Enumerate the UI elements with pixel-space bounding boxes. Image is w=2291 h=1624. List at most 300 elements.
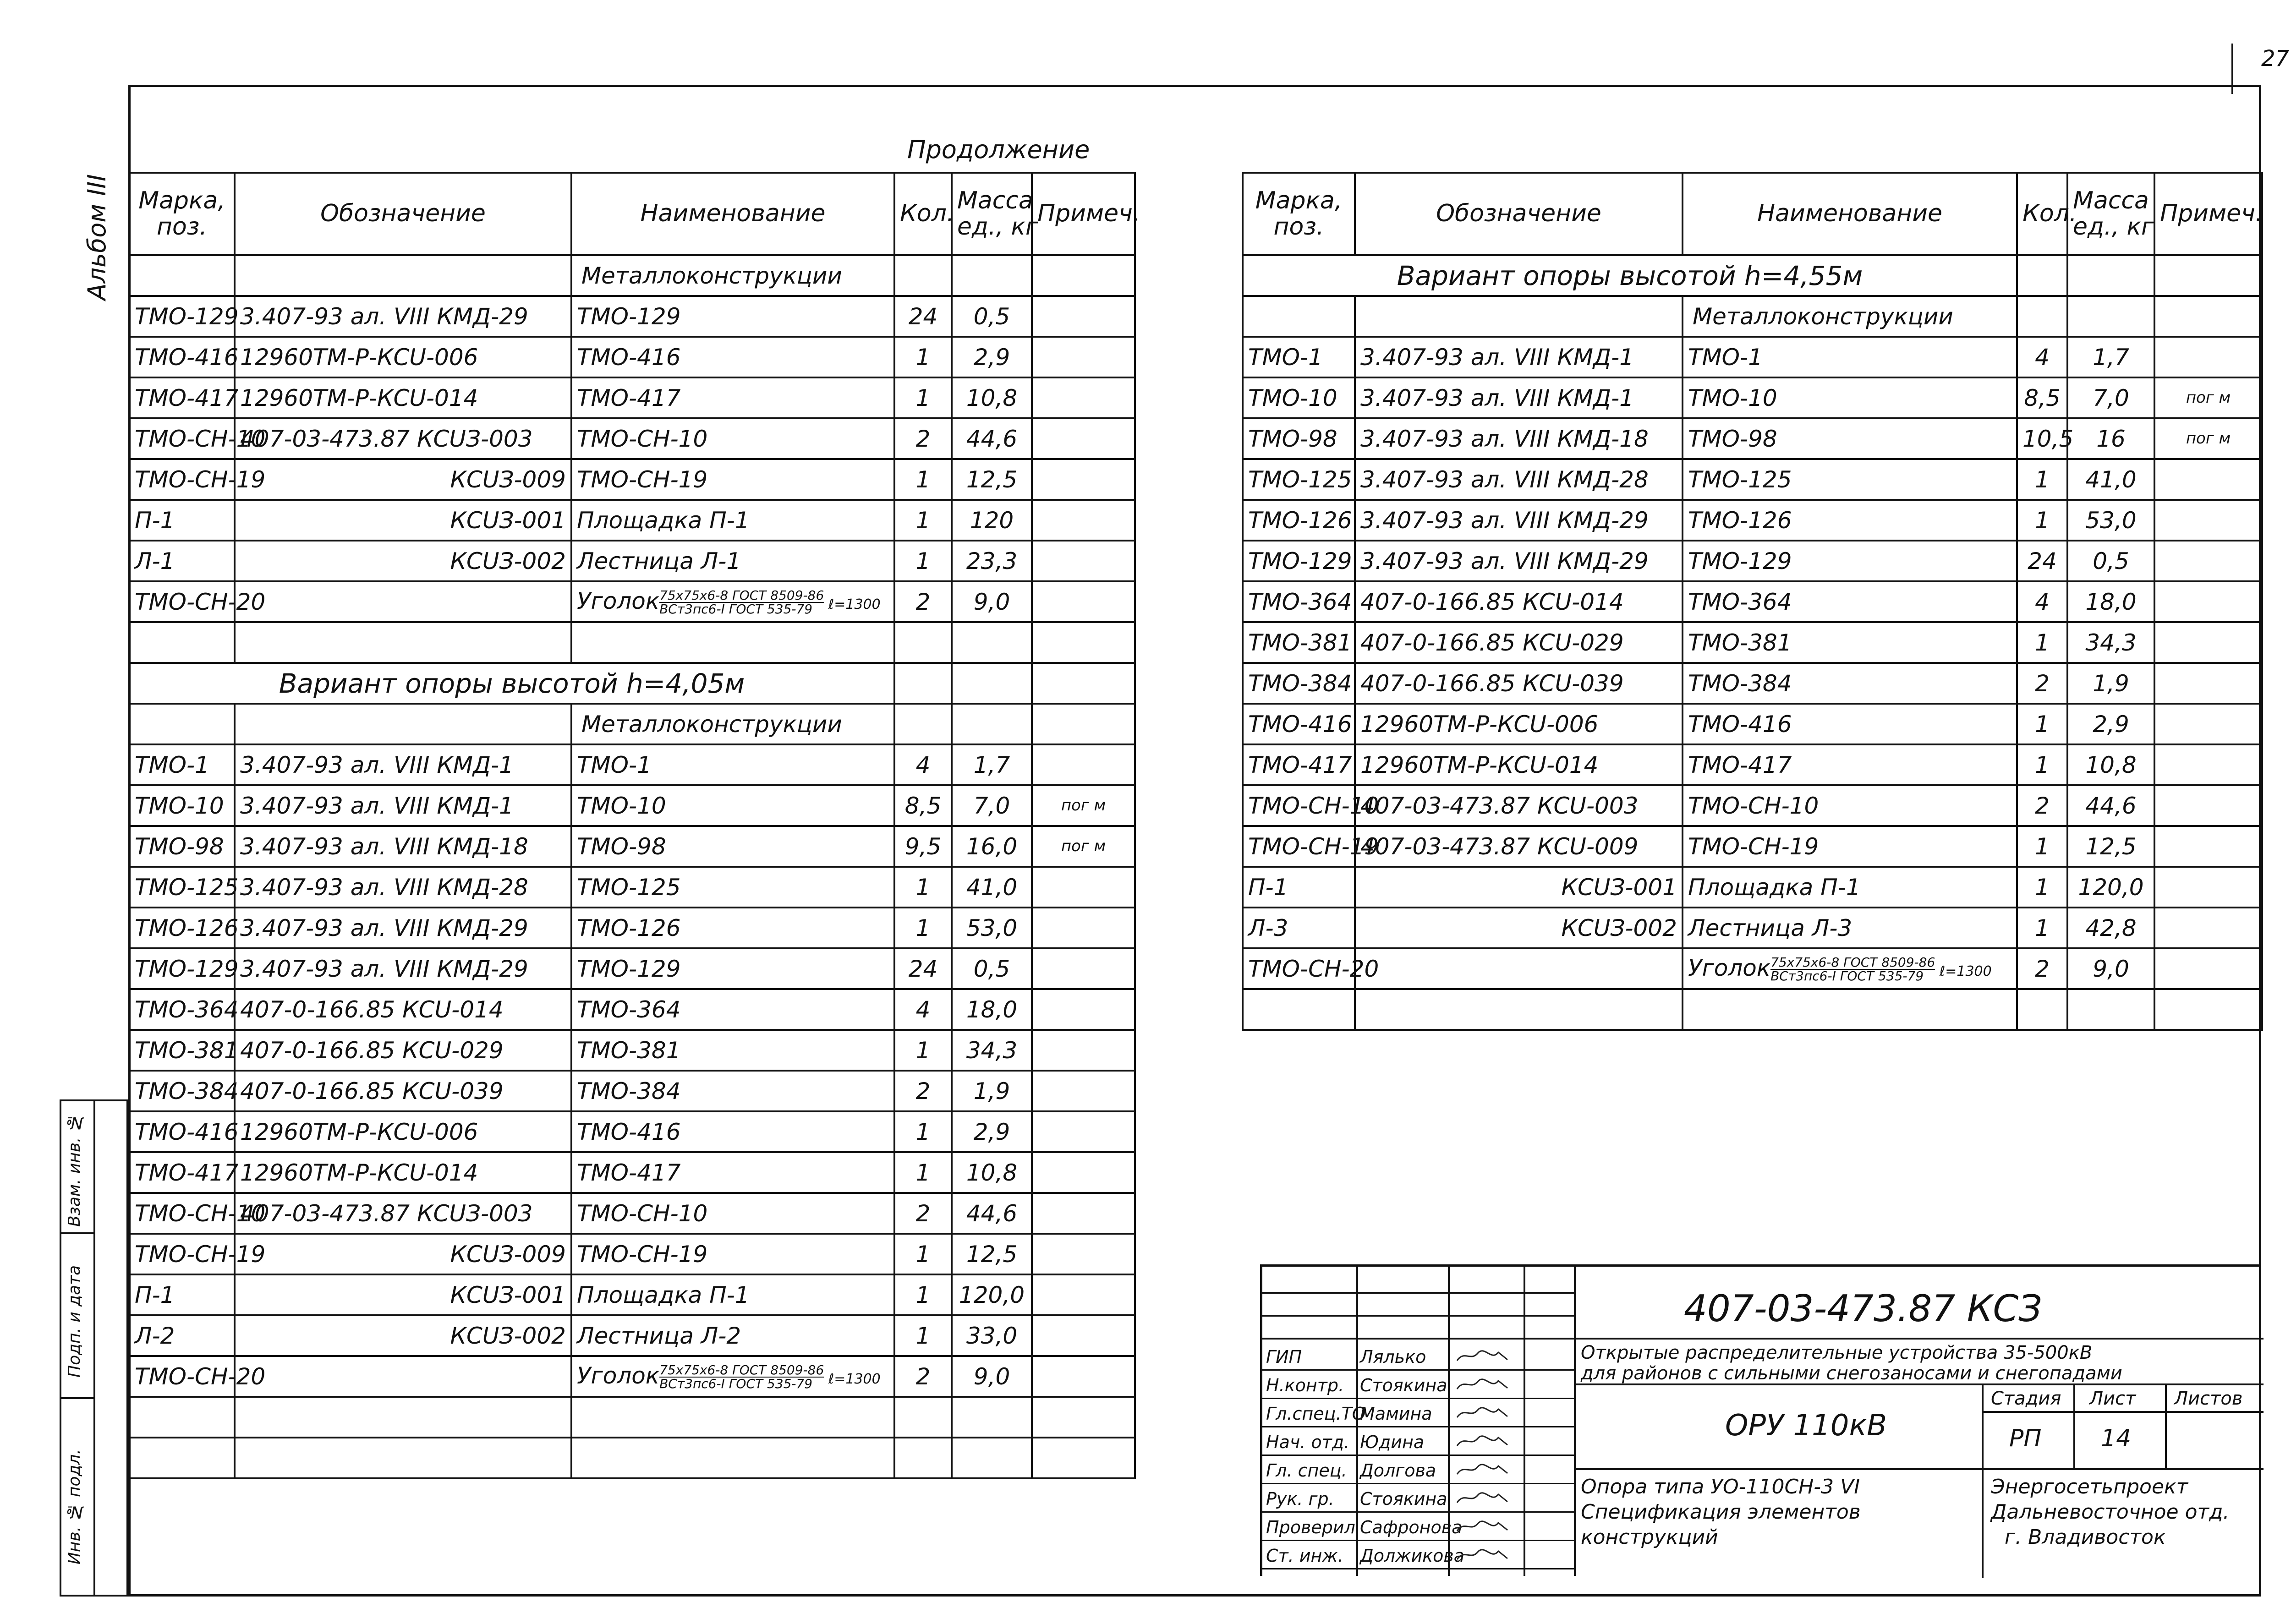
cell-designation: КСUЗ-001 xyxy=(1355,867,1683,908)
cell-qty: 4 xyxy=(2017,581,2067,622)
col-mark: Марка, поз. xyxy=(1243,173,1355,255)
cell-name: ТМО-СН-19 xyxy=(1683,826,2017,867)
cell-designation: 3.407-93 ал. VIII КМД-29 xyxy=(235,296,571,337)
cell-note xyxy=(1032,1315,1135,1356)
cell-designation: 12960ТМ-Р-КСU-006 xyxy=(235,1111,571,1152)
cell-note xyxy=(1032,826,1135,867)
cell-note xyxy=(1032,948,1135,989)
cell-mark: ТМО-416 xyxy=(129,1111,235,1152)
cell-qty xyxy=(894,1397,952,1438)
cell-designation: 407-0-166.85 КСU-014 xyxy=(1355,581,1683,622)
section-title: Металлоконструкции xyxy=(571,255,894,296)
col-name: Наименование xyxy=(1683,173,2017,255)
cell-name: ТМО-129 xyxy=(571,296,894,337)
signature-row xyxy=(1262,1427,1574,1456)
note-text: пог м xyxy=(2186,429,2231,448)
col-qty: Кол. xyxy=(894,173,952,255)
cell-name: ТМО-417 xyxy=(1683,744,2017,785)
cell-mass xyxy=(952,704,1032,744)
cell-mass: 16 xyxy=(2067,418,2154,459)
cell-mark xyxy=(1243,296,1355,337)
person-name: Мамина xyxy=(1360,1404,1432,1424)
role-label: Нач. отд. xyxy=(1266,1432,1350,1452)
cell-mass: 41,0 xyxy=(952,867,1032,908)
cell-name: ТМО-381 xyxy=(1683,622,2017,663)
cell-name: ТМО-129 xyxy=(571,948,894,989)
cell-qty: 2 xyxy=(2017,785,2067,826)
page-number: 27 xyxy=(2261,46,2290,71)
cell-qty: 1 xyxy=(894,377,952,418)
person-name: Долгова xyxy=(1360,1460,1436,1481)
cell-mark: ТМО-417 xyxy=(129,1152,235,1193)
cell-mass xyxy=(952,1397,1032,1438)
cell-qty: 2 xyxy=(894,581,952,622)
cell-designation: КСUЗ-001 xyxy=(235,500,571,541)
cell-qty xyxy=(2017,989,2067,1030)
angle-label: Уголок xyxy=(1688,954,1771,981)
cell-designation xyxy=(235,1438,571,1478)
cell-mark: ТМО-СН-10 xyxy=(129,1193,235,1234)
cell-designation: 3.407-93 ал. VIII КМД-18 xyxy=(235,826,571,867)
cell-name: ТМО-СН-10 xyxy=(571,1193,894,1234)
signature-icon xyxy=(1455,1405,1510,1421)
sheet-value: 14 xyxy=(2101,1425,2132,1452)
cell-name: ТМО-98 xyxy=(1683,418,2017,459)
cell-mass: 41,0 xyxy=(2067,459,2154,500)
strip-divider xyxy=(93,1101,95,1595)
cell-note xyxy=(2154,785,2262,826)
table-row xyxy=(129,296,1135,337)
cell-mark: ТМО-417 xyxy=(1243,744,1355,785)
drawing-title-1: Опора типа УО-110СН-3 VI xyxy=(1581,1475,1860,1498)
cell-mark: ТМО-381 xyxy=(129,1030,235,1071)
cell-designation: 407-0-166.85 КСU-039 xyxy=(235,1071,571,1111)
cell-mass: 10,8 xyxy=(952,377,1032,418)
person-name: Стоякина xyxy=(1360,1489,1447,1509)
table-row xyxy=(129,541,1135,581)
table-row xyxy=(1243,500,2262,541)
table-row xyxy=(1243,581,2262,622)
cell-mark: ТМО-129 xyxy=(129,948,235,989)
cell-note xyxy=(2154,908,2262,948)
cell-note xyxy=(2154,989,2262,1030)
cell-mass: 1,9 xyxy=(2067,663,2154,704)
cell-qty: 1 xyxy=(894,541,952,581)
cell-mass: 9,0 xyxy=(2067,948,2154,989)
table-row xyxy=(1243,541,2262,581)
cell-note xyxy=(1032,377,1135,418)
cell-name: Лестница Л-2 xyxy=(571,1315,894,1356)
cell-note xyxy=(1032,744,1135,785)
angle-length: ℓ=1300 xyxy=(1935,963,1992,979)
cell-name: ТМО-125 xyxy=(571,867,894,908)
cell-name: ТМО-417 xyxy=(571,1152,894,1193)
table-row xyxy=(1243,744,2262,785)
cell-qty: 1 xyxy=(2017,704,2067,744)
cell-name: ТМО-126 xyxy=(571,908,894,948)
cell-name: ТМО-СН-10 xyxy=(571,418,894,459)
cell-qty: 1 xyxy=(894,1111,952,1152)
cell-qty: 8,5 xyxy=(894,785,952,826)
table-row xyxy=(1243,826,2262,867)
tb-hline xyxy=(1262,1292,1574,1294)
angle-length: ℓ=1300 xyxy=(824,1371,881,1387)
person-name: Юдина xyxy=(1360,1432,1425,1452)
table-row xyxy=(129,663,1135,704)
cell-mass: 16,0 xyxy=(952,826,1032,867)
cell-qty: 1 xyxy=(2017,459,2067,500)
angle-steel: ВСт3пс6-I ГОСТ 535-79 xyxy=(1770,968,1924,984)
cell-mass: 7,0 xyxy=(2067,377,2154,418)
cell-mass xyxy=(952,255,1032,296)
cell-mass: 2,9 xyxy=(952,1111,1032,1152)
cell-mark: ТМО-СН-20 xyxy=(1243,948,1355,989)
cell-mark: ТМО-384 xyxy=(1243,663,1355,704)
table-row xyxy=(1243,785,2262,826)
table-row xyxy=(129,255,1135,296)
cell-mark xyxy=(129,704,235,744)
cell-mark xyxy=(1243,989,1355,1030)
cell-designation xyxy=(235,1397,571,1438)
role-label: Проверил xyxy=(1266,1517,1355,1537)
cell-mark: ТМО-126 xyxy=(1243,500,1355,541)
cell-designation: 3.407-93 ал. VIII КМД-1 xyxy=(235,785,571,826)
signature-row xyxy=(1262,1513,1574,1541)
cell-name xyxy=(571,581,894,622)
project-line-1: Открытые распределительные устройства 35-500кВ xyxy=(1581,1342,2093,1363)
cell-note xyxy=(2154,622,2262,663)
cell-designation: 407-03-473.87 КСU-009 xyxy=(1355,826,1683,867)
cell-designation xyxy=(235,1356,571,1397)
cell-designation: 12960ТМ-Р-КСU-014 xyxy=(235,1152,571,1193)
cell-name: ТМО-416 xyxy=(571,337,894,377)
cell-mass: 2,9 xyxy=(952,337,1032,377)
cell-mass xyxy=(952,663,1032,704)
cell-qty: 4 xyxy=(894,989,952,1030)
cell-qty xyxy=(894,622,952,663)
stage-label: Стадия xyxy=(1991,1388,2061,1409)
cell-qty: 1 xyxy=(894,867,952,908)
col-note: Примеч. xyxy=(1032,173,1135,255)
cell-mass: 1,9 xyxy=(952,1071,1032,1111)
cell-qty: 1 xyxy=(2017,500,2067,541)
cell-mark: ТМО-98 xyxy=(1243,418,1355,459)
person-name: Лялько xyxy=(1360,1347,1426,1367)
cell-name: ТМО-364 xyxy=(1683,581,2017,622)
cell-mass: 120,0 xyxy=(952,1274,1032,1315)
cell-mark: ТМО-СН-10 xyxy=(1243,785,1355,826)
cell-qty: 1 xyxy=(2017,867,2067,908)
cell-qty: 2 xyxy=(894,418,952,459)
cell-mark: П-1 xyxy=(129,500,235,541)
cell-designation: КСUЗ-009 xyxy=(235,459,571,500)
inv-orig-label: Инв. № подл. xyxy=(65,1449,84,1564)
section-title: Металлоконструкции xyxy=(1683,296,2017,337)
col-name: Наименование xyxy=(571,173,894,255)
cell-note xyxy=(2154,826,2262,867)
cell-qty: 1 xyxy=(894,459,952,500)
cell-mark: ТМО-416 xyxy=(1243,704,1355,744)
album-label: Альбом III xyxy=(82,174,111,301)
signature-row xyxy=(1262,1484,1574,1513)
cell-qty: 24 xyxy=(894,296,952,337)
cell-name: Площадка П-1 xyxy=(571,500,894,541)
cell-qty: 2 xyxy=(894,1356,952,1397)
cell-name: Лестница Л-1 xyxy=(571,541,894,581)
cell-designation xyxy=(235,622,571,663)
cell-name: ТМО-126 xyxy=(1683,500,2017,541)
table-row xyxy=(129,1193,1135,1234)
table-row xyxy=(1243,867,2262,908)
cell-note xyxy=(2154,418,2262,459)
cell-designation: 3.407-93 ал. VIII КМД-1 xyxy=(1355,377,1683,418)
cell-note xyxy=(2154,704,2262,744)
cell-mass: 1,7 xyxy=(2067,337,2154,377)
table-row xyxy=(129,1030,1135,1071)
cell-mark: ТМО-СН-19 xyxy=(1243,826,1355,867)
cell-mass: 120,0 xyxy=(2067,867,2154,908)
tb-hline xyxy=(1262,1338,2264,1340)
cell-designation: 12960ТМ-Р-КСU-006 xyxy=(235,337,571,377)
cell-name: ТМО-384 xyxy=(571,1071,894,1111)
cell-mark: ТМО-125 xyxy=(129,867,235,908)
cell-name xyxy=(571,1438,894,1478)
person-name: Стоякина xyxy=(1360,1375,1447,1395)
tb-vline xyxy=(2073,1383,2075,1468)
cell-mark: ТМО-1 xyxy=(1243,337,1355,377)
signature-icon xyxy=(1455,1376,1510,1393)
cell-mass: 44,6 xyxy=(2067,785,2154,826)
tb-hline xyxy=(1982,1411,2264,1413)
col-mass: Масса ед., кг xyxy=(2067,173,2154,255)
cell-note xyxy=(1032,622,1135,663)
table-row xyxy=(129,785,1135,826)
cell-note xyxy=(2154,663,2262,704)
cell-mass: 23,3 xyxy=(952,541,1032,581)
signature-icon xyxy=(1455,1490,1510,1506)
table-row xyxy=(1243,663,2262,704)
table-row xyxy=(129,989,1135,1030)
signature-icon xyxy=(1455,1547,1510,1563)
cell-qty: 1 xyxy=(894,1315,952,1356)
cell-mass: 10,8 xyxy=(2067,744,2154,785)
cell-designation: 3.407-93 ал. VIII КМД-29 xyxy=(1355,500,1683,541)
cell-designation: 3.407-93 ал. VIII КМД-28 xyxy=(1355,459,1683,500)
cell-note xyxy=(1032,1397,1135,1438)
table-row xyxy=(129,1111,1135,1152)
cell-qty: 1 xyxy=(894,1274,952,1315)
cell-name: ТМО-10 xyxy=(1683,377,2017,418)
role-label: Н.контр. xyxy=(1266,1375,1344,1395)
note-text: пог м xyxy=(2186,388,2231,407)
cell-note xyxy=(1032,1356,1135,1397)
cell-mass: 7,0 xyxy=(952,785,1032,826)
table-row xyxy=(1243,704,2262,744)
cell-name: ТМО-416 xyxy=(1683,704,2017,744)
cell-name: ТМО-СН-19 xyxy=(571,1234,894,1274)
table-row xyxy=(129,1397,1135,1438)
cell-mass: 1,7 xyxy=(952,744,1032,785)
cell-name: Площадка П-1 xyxy=(1683,867,2017,908)
table-row xyxy=(129,1356,1135,1397)
cell-qty: 8,5 xyxy=(2017,377,2067,418)
cell-qty: 1 xyxy=(894,908,952,948)
cell-note xyxy=(1032,1234,1135,1274)
signature-row xyxy=(1262,1541,1574,1569)
cell-name xyxy=(571,1397,894,1438)
cell-mark: ТМО-СН-10 xyxy=(129,418,235,459)
title-block xyxy=(1260,1264,2261,1576)
cell-note xyxy=(2154,296,2262,337)
cell-mass: 53,0 xyxy=(2067,500,2154,541)
cell-name: ТМО-417 xyxy=(571,377,894,418)
cell-designation: 407-03-473.87 КСUЗ-003 xyxy=(235,418,571,459)
role-label: Гл.спец.ТО xyxy=(1266,1404,1366,1424)
signature-icon xyxy=(1455,1348,1510,1364)
cell-mark xyxy=(129,1397,235,1438)
cell-mass: 53,0 xyxy=(952,908,1032,948)
table-row xyxy=(129,744,1135,785)
col-mark: Марка, поз. xyxy=(129,173,235,255)
org-line-2: Дальневосточное отд. xyxy=(1991,1500,2230,1524)
cell-qty: 4 xyxy=(894,744,952,785)
cell-mass xyxy=(2067,989,2154,1030)
cell-note xyxy=(1032,337,1135,377)
cell-mass: 34,3 xyxy=(952,1030,1032,1071)
cell-note xyxy=(1032,1438,1135,1478)
cell-mark: ТМО-384 xyxy=(129,1071,235,1111)
table-row xyxy=(1243,377,2262,418)
cell-mark: Л-2 xyxy=(129,1315,235,1356)
cell-qty xyxy=(2017,255,2067,296)
cell-designation xyxy=(235,255,571,296)
org-line-1: Энергосетьпроект xyxy=(1991,1475,2188,1498)
cell-mark: ТМО-125 xyxy=(1243,459,1355,500)
cell-mass xyxy=(2067,255,2154,296)
cell-mass: 10,8 xyxy=(952,1152,1032,1193)
cell-mass xyxy=(952,1438,1032,1478)
cell-note xyxy=(2154,500,2262,541)
col-mass: Масса ед., кг xyxy=(952,173,1032,255)
variant-title: Вариант опоры высотой h=4,05м xyxy=(129,663,894,704)
cell-mass: 9,0 xyxy=(952,1356,1032,1397)
cell-mark: ТМО-10 xyxy=(1243,377,1355,418)
cell-qty xyxy=(894,1438,952,1478)
table-row xyxy=(129,622,1135,663)
table-row xyxy=(129,1234,1135,1274)
cell-mass: 0,5 xyxy=(2067,541,2154,581)
cell-mass: 44,6 xyxy=(952,1193,1032,1234)
cell-note xyxy=(1032,1030,1135,1071)
cell-qty: 9,5 xyxy=(894,826,952,867)
cell-qty: 2 xyxy=(2017,948,2067,989)
cell-qty xyxy=(894,663,952,704)
cell-note xyxy=(1032,418,1135,459)
cell-mark: Л-3 xyxy=(1243,908,1355,948)
person-name: Сафронова xyxy=(1360,1517,1463,1537)
cell-note xyxy=(2154,377,2262,418)
table-row xyxy=(129,826,1135,867)
sheets-label: Листов xyxy=(2174,1388,2243,1409)
cell-name: Лестница Л-3 xyxy=(1683,908,2017,948)
project-line-2: для районов с сильными снегозаносами и снегопадами xyxy=(1581,1363,2122,1384)
angle-profile: 75х75х6-8 ГОСТ 8509-86 xyxy=(659,588,824,603)
cell-qty: 2 xyxy=(894,1193,952,1234)
cell-designation xyxy=(235,581,571,622)
table-row xyxy=(129,377,1135,418)
cell-qty: 1 xyxy=(2017,622,2067,663)
signature-row xyxy=(1262,1342,1574,1371)
cell-qty: 10,5 xyxy=(2017,418,2067,459)
cell-qty xyxy=(894,255,952,296)
cell-mass xyxy=(952,622,1032,663)
cell-mark xyxy=(129,622,235,663)
person-name: Должикова xyxy=(1360,1546,1465,1566)
cell-mass: 44,6 xyxy=(952,418,1032,459)
cell-mark: ТМО-98 xyxy=(129,826,235,867)
cell-mark: П-1 xyxy=(1243,867,1355,908)
cell-name: ТМО-384 xyxy=(1683,663,2017,704)
cell-note xyxy=(1032,296,1135,337)
angle-label: Уголок xyxy=(577,587,660,614)
cell-mark: Л-1 xyxy=(129,541,235,581)
cell-mark: ТМО-СН-19 xyxy=(129,459,235,500)
cell-note xyxy=(1032,908,1135,948)
cell-name: ТМО-СН-19 xyxy=(571,459,894,500)
col-note: Примеч. xyxy=(2154,173,2262,255)
cell-qty: 2 xyxy=(2017,663,2067,704)
cell-mark: ТМО-СН-19 xyxy=(129,1234,235,1274)
cell-qty: 2 xyxy=(894,1071,952,1111)
cell-note xyxy=(1032,704,1135,744)
cell-name xyxy=(1683,989,2017,1030)
org-line-3: г. Владивосток xyxy=(2005,1526,2166,1549)
note-text: пог м xyxy=(1061,796,1106,815)
signature-icon xyxy=(1455,1461,1510,1478)
cell-note xyxy=(1032,663,1135,704)
cell-name: ТМО-125 xyxy=(1683,459,2017,500)
cell-mass: 42,8 xyxy=(2067,908,2154,948)
tb-vline xyxy=(1574,1267,1576,1576)
cell-note xyxy=(1032,541,1135,581)
table-row xyxy=(1243,296,2262,337)
table-row xyxy=(1243,418,2262,459)
cell-designation xyxy=(1355,989,1683,1030)
table-row xyxy=(129,1274,1135,1315)
table-row xyxy=(129,1315,1135,1356)
cell-name: ТМО-98 xyxy=(571,826,894,867)
table-row xyxy=(1243,255,2262,296)
sheet-label: Лист xyxy=(2089,1388,2136,1409)
cell-qty: 1 xyxy=(2017,908,2067,948)
cell-designation: 3.407-93 ал. VIII КМД-1 xyxy=(1355,337,1683,377)
cell-mass: 18,0 xyxy=(2067,581,2154,622)
cell-designation: 3.407-93 ал. VIII КМД-29 xyxy=(1355,541,1683,581)
cell-mark: ТМО-381 xyxy=(1243,622,1355,663)
cell-mark: ТМО-129 xyxy=(1243,541,1355,581)
doc-code: 407-03-473.87 КСЗ xyxy=(1684,1287,2042,1330)
table-row xyxy=(1243,908,2262,948)
cell-mass: 0,5 xyxy=(952,948,1032,989)
cell-qty: 1 xyxy=(894,500,952,541)
cell-name: ТМО-364 xyxy=(571,989,894,1030)
cell-qty: 4 xyxy=(2017,337,2067,377)
cell-name: ТМО-416 xyxy=(571,1111,894,1152)
angle-steel: ВСт3пс6-I ГОСТ 535-79 xyxy=(659,601,813,617)
table-row xyxy=(129,500,1135,541)
cell-name: Площадка П-1 xyxy=(571,1274,894,1315)
cell-note xyxy=(1032,1071,1135,1111)
